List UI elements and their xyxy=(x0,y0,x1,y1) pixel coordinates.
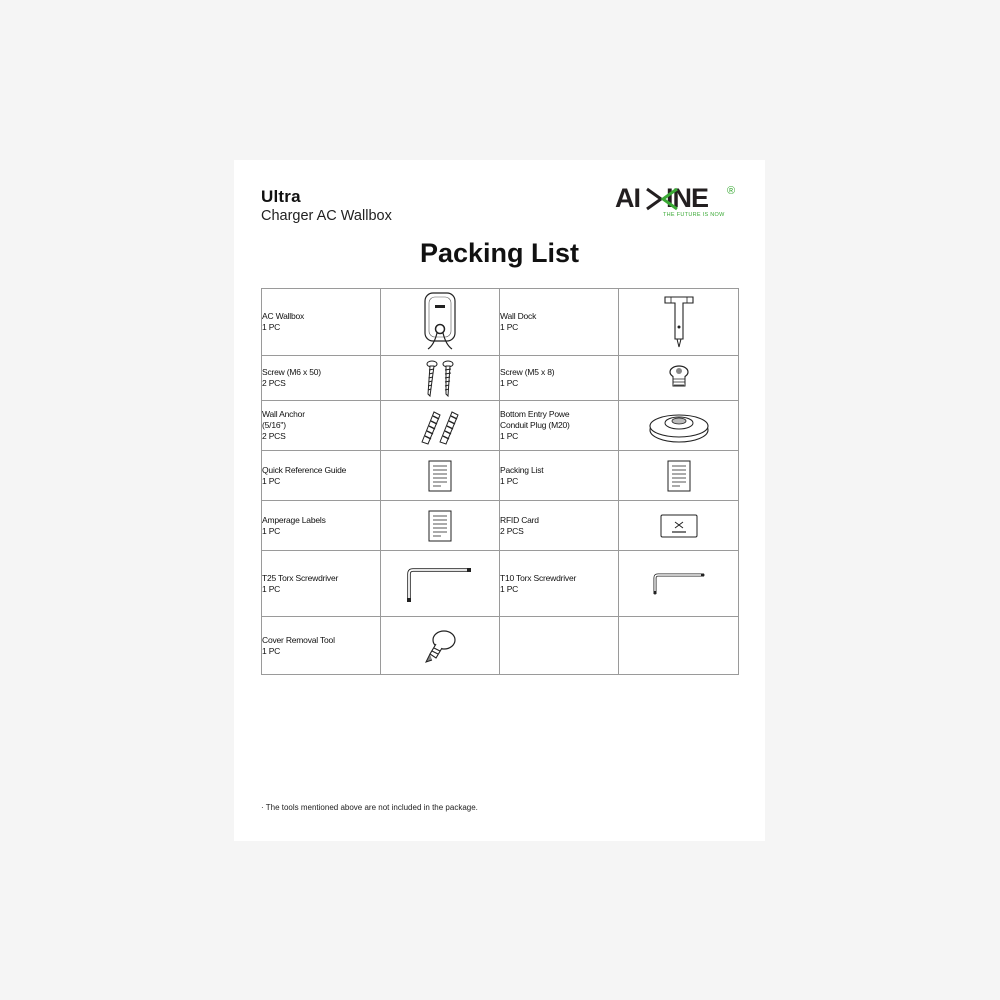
table-row xyxy=(262,401,739,451)
item-name: Bottom Entry Powe Conduit Plug (M20) xyxy=(500,409,570,430)
item-qty: 1 PC xyxy=(500,378,519,388)
product-name: Ultra xyxy=(261,187,301,206)
table-row xyxy=(262,551,739,617)
torx-key-large-icon xyxy=(405,564,475,604)
item-name: RFID Card xyxy=(500,514,539,525)
item-name: Wall Dock xyxy=(500,311,537,321)
footnote: · The tools mentioned above are not included in the package. xyxy=(261,803,478,812)
item-cell xyxy=(500,356,619,401)
packing-list-sheet xyxy=(234,160,765,841)
item-name: Amperage Labels xyxy=(262,514,326,525)
wallbox-icon xyxy=(420,291,460,353)
item-name: Screw (M6 x 50) xyxy=(262,367,321,377)
short-screw-icon xyxy=(663,362,695,394)
brand-logo xyxy=(615,184,743,220)
cover-removal-tool-icon xyxy=(420,626,460,666)
table-row xyxy=(262,356,739,401)
item-cell xyxy=(262,356,381,401)
rfid-card-icon xyxy=(659,512,699,540)
item-qty: 1 PC xyxy=(262,583,281,594)
table-row xyxy=(262,501,739,551)
item-cell xyxy=(500,289,619,356)
empty-cell xyxy=(500,617,619,675)
item-qty: 2 PCS xyxy=(500,525,524,536)
item-qty: 1 PC xyxy=(262,645,281,656)
logo-tagline: THE FUTURE IS NOW xyxy=(663,212,725,218)
document-icon xyxy=(427,509,453,543)
item-qty: 1 PC xyxy=(500,431,519,441)
item-cell xyxy=(500,501,619,551)
item-name: Cover Removal Tool xyxy=(262,634,335,645)
item-cell xyxy=(262,551,381,617)
table-row xyxy=(262,617,739,675)
item-name: Quick Reference Guide xyxy=(262,464,347,475)
logo-registered-mark: ® xyxy=(727,185,736,197)
empty-cell xyxy=(619,617,739,675)
item-name: Wall Anchor (5/16") xyxy=(262,409,305,430)
item-cell xyxy=(500,451,619,501)
item-name: T25 Torx Screwdriver xyxy=(262,572,339,583)
product-subtitle: Charger AC Wallbox xyxy=(261,208,392,224)
item-qty: 1 PC xyxy=(500,475,519,486)
item-cell xyxy=(262,289,381,356)
item-qty: 1 PC xyxy=(500,322,519,332)
item-qty: 1 PC xyxy=(262,475,281,486)
packing-table xyxy=(261,288,739,675)
logo-x-mark-icon xyxy=(645,187,679,211)
item-cell xyxy=(262,401,381,451)
item-qty: 2 PCS xyxy=(262,431,286,441)
conduit-plug-icon xyxy=(647,406,711,446)
torx-key-small-icon xyxy=(651,569,707,599)
item-cell xyxy=(262,451,381,501)
item-name: Packing List xyxy=(500,464,544,475)
item-cell xyxy=(262,501,381,551)
item-cell xyxy=(262,617,381,675)
item-qty: 2 PCS xyxy=(262,378,286,388)
item-name: AC Wallbox xyxy=(262,311,305,321)
document-icon xyxy=(666,459,692,493)
item-qty: 1 PC xyxy=(500,583,519,594)
wall-dock-icon xyxy=(659,293,699,351)
document-icon xyxy=(427,459,453,493)
table-row xyxy=(262,451,739,501)
long-screws-icon xyxy=(420,358,460,398)
item-qty: 1 PC xyxy=(262,322,281,332)
item-qty: 1 PC xyxy=(262,525,281,536)
item-cell xyxy=(500,401,619,451)
item-name: Screw (M5 x 8) xyxy=(500,367,555,377)
page-title: Packing List xyxy=(419,238,580,268)
logo-wordmark: AI INE xyxy=(615,183,709,213)
table-row xyxy=(262,289,739,356)
item-cell xyxy=(500,551,619,617)
item-name: T10 Torx Screwdriver xyxy=(500,572,577,583)
wall-anchor-icon xyxy=(414,406,466,446)
